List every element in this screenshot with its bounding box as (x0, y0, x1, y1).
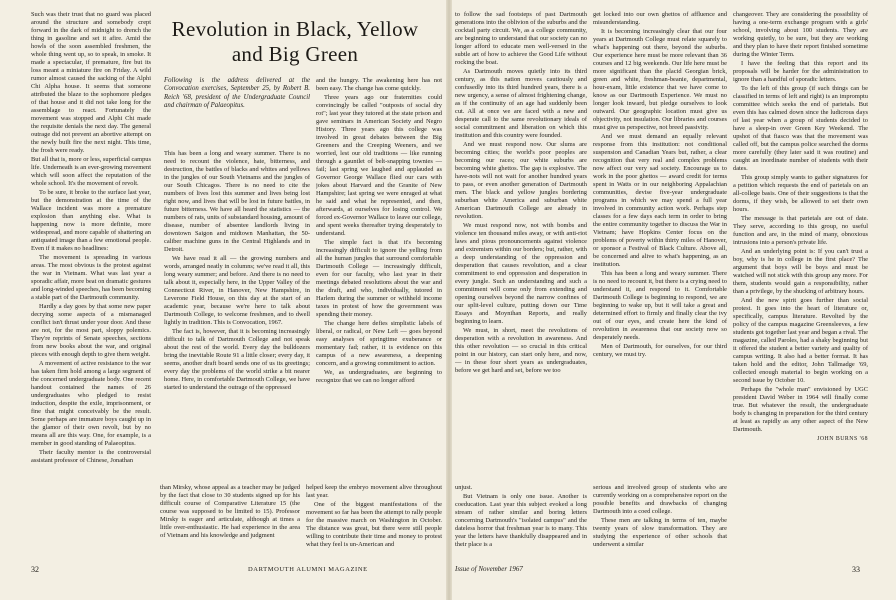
paragraph: Hardly a day goes by that some new paper decrying some aspects of a mismanaged conflict isn't thrust under your door. And these are not, for the most part, sloppy polemics. They're reprints of Senate speeches, sections from new books about the war, and original pieces with enough depth to give them weight. (31, 303, 151, 358)
paragraph: It is becoming increasingly clear that our four years at Dartmouth College must relate squarely to what's happening out there, beyond the suburbs. Our experience here must be more relevant than 36 courses and 12 big weekends. Our life here must be more significant than the placid Georgian brick, green and white, freshman-beanie, departmental, hour-exam, little existence that we have come to know as our Dartmouth Experience. We must no longer look inward, but pledge ourselves to look outward. Our geographic location must give us objectivity, not insulation. Our libraries and courses must give us perspective, not breed passivity. (593, 28, 727, 131)
paragraph: These men are talking in terms of ten, maybe twenty years of slow transformation. They are studying the experience of other schools that underwent a similar (593, 517, 727, 548)
paragraph: The change here defies simplistic labels of liberal, or radical, or New Left — goes beyond easy analyses of springtime exuberance or momentary fad; rather, it is evidence on this campus of a new awareness, a deepening concern, and a growing commitment to action. (316, 320, 442, 367)
paragraph: I have the feeling that this report and its proposals will be harder for the administration to ignore than a handful of sporadic letters. (733, 60, 868, 83)
paragraph: get locked into our own ghettos of affluence and misunderstanding. (593, 11, 727, 26)
right-col7 (733, 11, 868, 560)
paragraph: This has been a long and weary summer. There is no need to recount it, but there is a crying need to understand it, and respond to it. Comfortable Dartmouth College is beginning to respond, we are beginning to wake up, but it will take a great and determined effort to firmly and finally clear the ivy out of our eyes, and create here the kind of revolution in awareness that our society now so desperately needs. (593, 270, 727, 341)
paragraph: The simple fact is that it's becoming increasingly difficult to ignore the yelling from all the human jungles that surround comfortable Dartmouth College — increasingly difficult, even for our faculty, who last year in their meetings debated resolutions about the war and the draft, and who, individually, tutored in Harlem during the summer or withheld income taxes in protest of how the government was spending their money. (316, 239, 442, 318)
article-byline: JOHN BURNS '68 (817, 436, 868, 442)
paragraph: And the new spirit goes further than social protest. It goes into the heart of literature or, specifically, campus literature. Revolted by the policy of the campus magazine Greensleeves, a few students got together last year and began a rival. The magazine, called Paroles, had a shaky beginning but it offered the student a better variety and quality of campus writing. It also had a better format. It has taken hold and the editor, John Tallmadge '69, collected enough material to begin working on a second issue by October 10. (733, 297, 868, 384)
paragraph: One of the biggest manifestations of the movement so far has been the attempt to rally people for the massive march on Washington in October. The distance was great, but there were still people willing to contribute their time and money to protest what they feel is un-American and (306, 501, 442, 548)
right-col4-bottom (455, 484, 587, 556)
paragraph: We have read it all — the growing numbers and words, arranged neatly in columns; we've read it all, this long weary summer; and before. And there is no need to talk about it, especially here, in the Upper Valley of the Connecticut River, in Hanover, New Hampshire, in Leverone Field House, on this day at the start of an academic year, because we're here to talk about Dartmouth College, to welcome freshmen, and to dwell lightly in tradition. This is Convocation, 1967. (164, 255, 310, 326)
paragraph: This has been a long and weary summer. There is no need to recount the violence, hate, bitterness, and destruction, the battles of blacks and whites and yellows in the jungles of our South Vietnams and the jungles of our South Chicagos. There is no need to cite the numbers of lives lost this summer and lives being lost right now, and lives that will be lost in future battles, in future bitterness. We have all heard the statistics — the numbers of rats, units of substandard housing, amount of disease, number of absentee landlords living in downtown Saigon and midtown Manhattan, the 50-caliber machine guns in the Central Highlands and in Detroit. (164, 150, 310, 253)
paragraph: Three years ago our fraternities could convincingly be called "outposts of social dry rot"; last year they tutored at the state prison and gave seminars in American Society and Negro History. Three years ago this college was involved in great debates between the Big Greeners and the Creeping Weeners, and we worried, lest our old traditions — like running through a gauntlet of belt-snapping townies — fail; last spring we laughed and applauded as Governor George Wallace flied our cars with jokes about Harvard and the Granite of New Hampshire; last spring we were enraged at what he said and what he represented, and then, afterwards, at ourselves for losing control. We forced ex-Governor Wallace to leave our college, and spent weeks thereafter trying desperately to understand. (316, 94, 442, 237)
left-col2-bottom (160, 484, 300, 556)
paragraph: unjust. (455, 484, 473, 491)
paragraph: As Dartmouth moves quietly into its third century, as this nation moves cautiously and confusedly into its third hundred years, there is a new urgency, a sense of almost frightening change, as if the continuity of an age had suddenly been cut. All at once we are faced with a new and desperate call to the same revolutionary ideals of social commitment and liberation on which this institution and this country were founded. (455, 68, 587, 139)
paragraph: And we must respond now. Our slums are becoming cities; the world's poor peoples are becoming our races; our white suburbs are becoming white ghettos. The gap is explosive. The have-nots will not wait for another hundred years to pass, or even another generation of Dartmouth men. The black and yellow jungles bordering suburban white America and suburban white American Dartmouth College are already in revolution. (455, 141, 587, 220)
paragraph: to follow the sad footsteps of past Dartmouth generations into the oblivion of the suburbs and the cocktail party circuit. We, as a college community, are beginning to understand that our society can no longer afford to educate men well-versed in the subtle art of how to achieve the Good Life without rocking the boat. (455, 11, 587, 66)
paragraph: The movement is spreading in various areas. The most obvious is the protest against the war in Vietnam. What was last year a sporadic affair, more beat on dramatic gestures and long-winded speeches, has been becoming a stable part of the Dartmouth community. (31, 254, 151, 301)
paragraph: helped keep the embryo movement alive throughout last year. (306, 484, 442, 499)
left-col4-top (316, 77, 442, 472)
paragraph: and the hungry. The awakening here has not been easy. The change has come quickly. (316, 77, 442, 92)
article-title: Revolution in Black, Yellow and Big Green (171, 17, 419, 66)
paragraph: We, as undergraduates, are beginning to recognize that we can no longer afford (316, 369, 442, 384)
paragraph: This group simply wants to gather signatures for a petition which requests the end of parietals on an all-college basis. One of their suggestions is that the dorms, if they wish, be allowed to set their own hours. (733, 174, 868, 213)
paragraph: But all that is, more or less, superficial campus life. Underneath is an ever-growing movement which will soon affect the reputation of the whole school. It's the movement of revolt. (31, 156, 151, 187)
paragraph: Men of Dartmouth, for ourselves, for our third century, we must try. (593, 343, 727, 358)
paragraph: We must respond now, not with bombs and violence ten thousand miles away, or with anti-riot laws and pious pronouncements against violence and extremism within our borders; but, rather, with a deep understanding of the oppression and desperation that causes revolution, and a clear commitment to end oppression and desperation in every jungle. Such an understanding and such a commitment will come only from extending and opening ourselves beyond the narrow confines of our split-level culture, putting down our Time Essays and Moynihan Reports, and really beginning to learn. (455, 222, 587, 325)
left-col3-bottom (306, 484, 442, 556)
page-gutter (446, 0, 452, 600)
right-col5-top (455, 11, 587, 472)
paragraph: Their faculty mentor is the controversial assistant professor of Chinese, Jonathan (31, 449, 151, 464)
magazine-footer: DARTMOUTH ALUMNI MAGAZINE (248, 566, 368, 573)
right-col5-bottom (593, 484, 727, 556)
issue-footer: Issue of November 1967 (455, 565, 523, 573)
left-col3-top (164, 150, 310, 472)
paragraph: Perhaps the "whole man" envisioned by UGC president David Weber in 1964 will finally come true. But whatever the result, the undergraduate body is changing in preparation for the third century at least as rapidly as any other aspect of the New Dartmouth. (733, 386, 868, 433)
right-col6-top (593, 11, 727, 472)
paragraph: The message is that parietals are out of date. They serve, according to this group, no useful function and are, in the mind of many, obnoxious intrusions into a person's private life. (733, 215, 868, 246)
paragraph: And an underlying point is: If you can't trust a boy, why is he in college in the first place? The argument that boys will be boys and must be watched will not stick with this group any more. For them, students would gain a responsibility, rather than a privilege, by the shucking of arbitrary hours. (733, 248, 868, 295)
paragraph: Such was their trust that no guard was placed around the structure and somebody crept forward in the dark of midnight to drench the thing in gasoline and set it afire. Amid the howls of the soon assembled freshmen, the whole thing went up, so to speak, in smoke. It made a spectacular, if premature, fire but its loss meant a miniature fire on Friday. A wild rumor almost caused the sacking of the Alphi Chi Alpha house. It seems that someone attributed the blaze to the sophomore pledges of that house and it did not take long for the assemblage to react. Fortunately the movement was stopped and Alphi Chi made the requisite denials the next day. The general outrage did not prevent an abortive attempt on the newly built fire the next night. This time, the frosh were ready. (31, 11, 151, 154)
paragraph: than Mirsky, whose appeal as a teacher may be judged by the fact that close to 30 students signed up for his difficult course of Comparative Literature 15 (the course was supposed to be limited to 15). Professor Mirsky is eager and articulate, although at times a little over-enthusiastic. He had experience in the area of Vietnam and his knowledge and judgment (160, 484, 300, 539)
left-col1 (31, 11, 151, 560)
paragraph: To be sure, it broke to the surface last year, but the demonstration at the time of the Wallace incident was more a premature explosion than anything else. What is happening now is more definite, more widespread, and more capable of shattering an antiquated image than a few emotional people. Even if it makes no headlines: (31, 189, 151, 252)
paragraph: But Vietnam is only one issue. Another is coeducation. Last year this subject evoked a long stream of rather similar and boring letters concerning Dartmouth's "isolated campus" and the dateless horror that freshman year is to many. This year the letters have thankfully disappeared and in their place is a (455, 493, 587, 548)
paragraph: A movement of active resistance to the war has taken firm hold among a large segment of the concerned undergraduate body. One recent handout contained the names of 26 undergraduates who pledged to resist induction, despite the exile, imprisonment, or fine that might conceivably be the result. Some perhaps are immature boys caught up in the glamor of their own revolt, but by no means all are this way. One, for example, is a member in good standing of Palaeopitus. (31, 360, 151, 447)
paragraph: And we must demand an equally relevant response from this institution: not conditional suspension and Canadian Years but, rather, a clear recognition that very real and complex problems now affect our very sad society. Encourage us to work in the poor ghettos — award credit for terms spent in Watts or in our neighboring Appalachian communities, devise five-year undergraduate programs in which we may spend a full year involved in community action work. Perhaps step classes for a few days each term in order to bring the entire community together to discuss the War in Vietnam; have Hopkins Center focus on the problems of poverty within thirty miles of Hanover, or sponsor a Festival of Black Culture. Above all, be concerned and alive to what's happening, as an institution. (593, 133, 727, 268)
paragraph: The fact is, however, that it is becoming increasingly difficult to talk of Dartmouth College and not speak about the rest of the world. Every day the bulldozers bring the inevitable Route 91 a little closer; every day, it seems, another draft board sends one of us its greetings; every day the problems of the world strike a bit nearer home. Here, in comfortable Dartmouth College, we have started to understand the outrage of the oppressed (164, 328, 310, 391)
article-intro: Following is the address delivered at the Convocation exercises, September 25, by Robert B. Reich '68, president of the Undergraduate Council and chairman of Palaeopitus. (164, 77, 310, 109)
paragraph: We must, in short, meet the revolutions of desperation with a revolution in awareness. And this other revolution — so crucial in this critical point in our history, can start only here, and now, — in these four short years as undergraduates, before we get hard and set, before we too (455, 327, 587, 374)
paragraph: To the left of this group (if such things can be classified in terms of left and right) is an impromptu committee which seeks the end of parietals. But even this has calmed down since the ludicrous days of last year when a group of students decided to have a sleep-in over Green Key Weekend. The upshot of that fiasco was that the movement was called off, but the campus police searched the dorms more carefully (they later said it was routine) and caught an inordinate number of students with their dates. (733, 85, 868, 172)
page-number-right: 33 (852, 565, 860, 574)
page-number-left: 32 (31, 565, 39, 574)
paragraph: serious and involved group of students who are currently working on a comprehensive report on the possible benefits and drawbacks of changing Dartmouth into a coed college. (593, 484, 727, 515)
paragraph: changeover. They are considering the possibility of having a one-term exchange program with a girls' school, involving about 100 students. They are working quietly, to be sure, but they are working and they plan to have their report finished sometime during the Winter Term. (733, 11, 868, 58)
